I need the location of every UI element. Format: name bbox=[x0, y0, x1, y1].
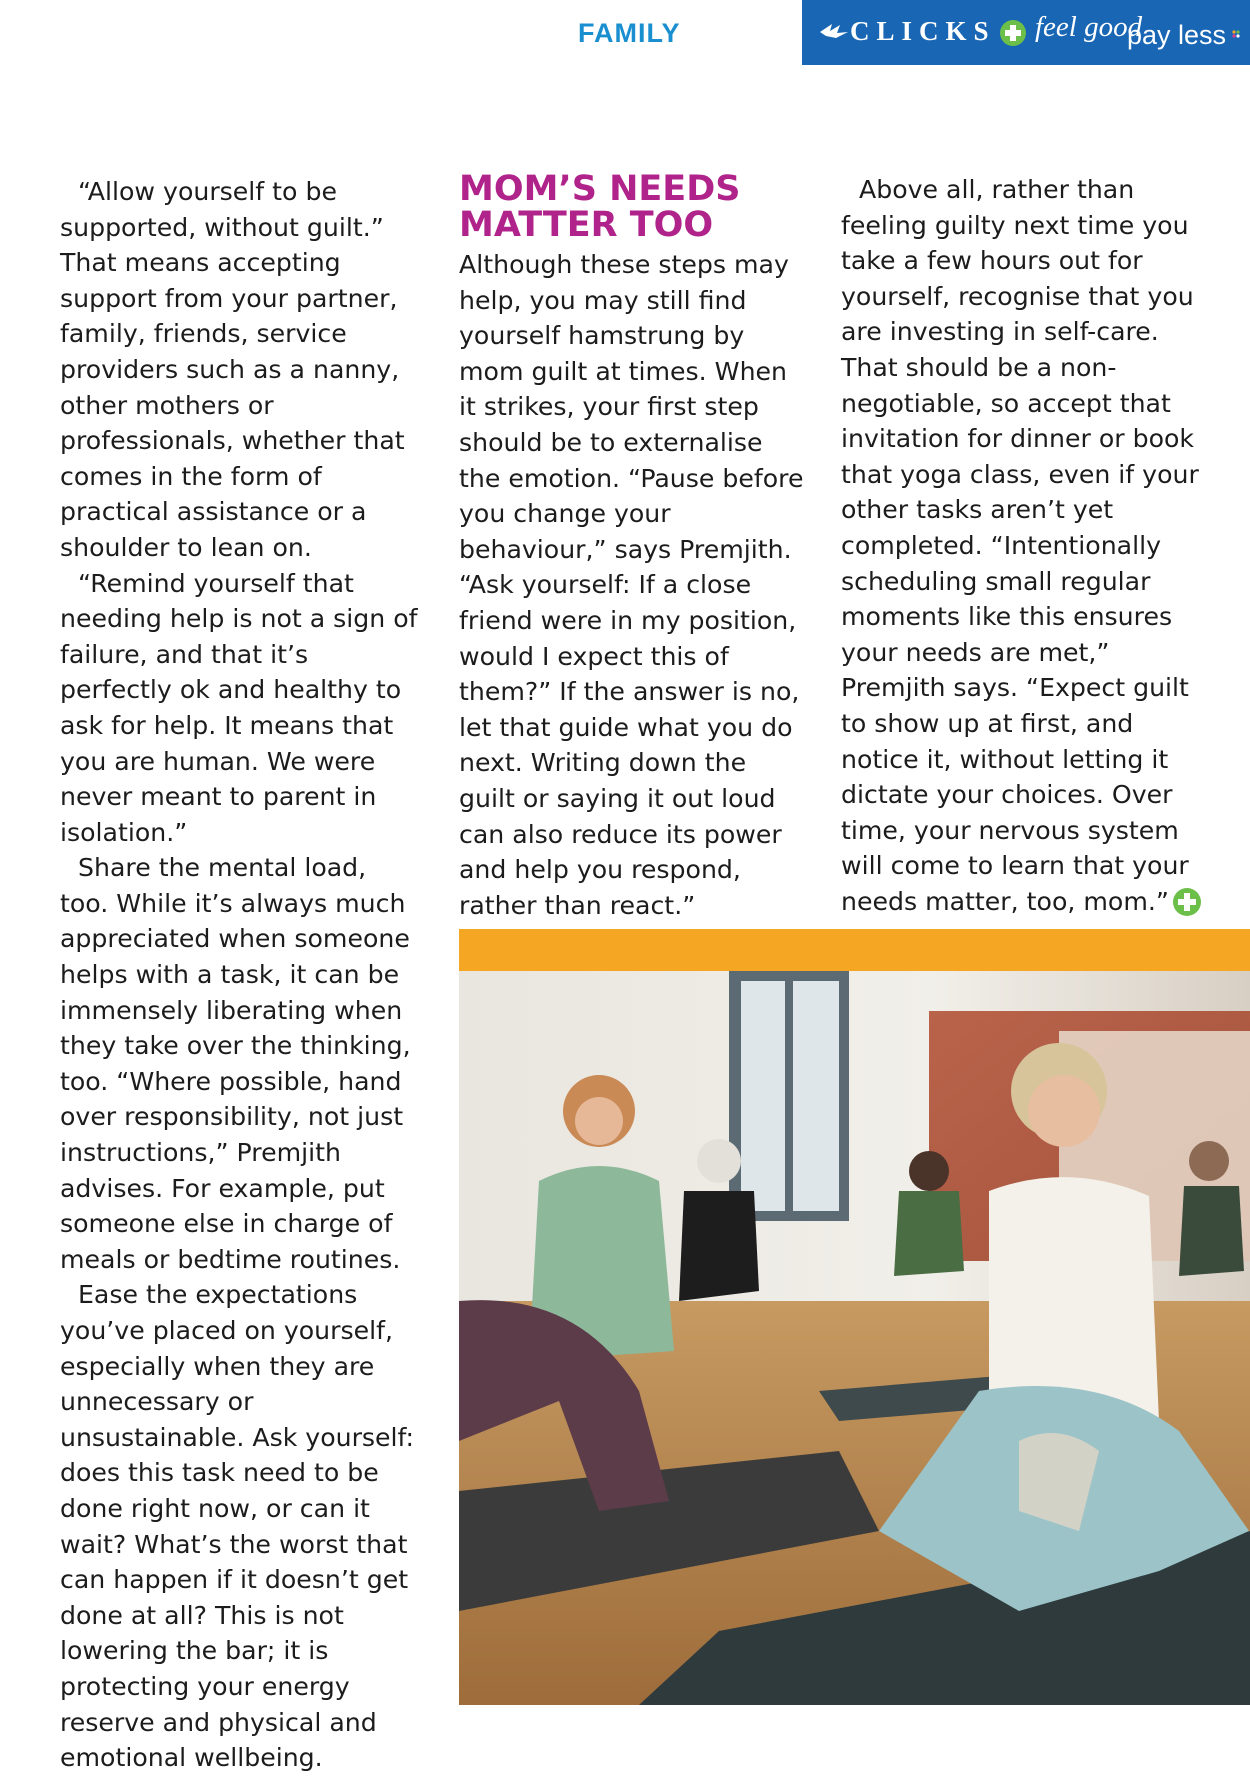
brand-script: feel good bbox=[1035, 11, 1143, 43]
paragraph: Although these steps may help, you may still find yourself hamstrung by mom guilt at times. When it strikes, your first step should be to externalise the emotion. “Pause before you change your behaviour,” says Premjith. “Ask yourself: If a close friend were in my position, would I expect this of them?” If the answer is no, let that guide what you do next. Writing down the guilt or saying it out loud can also reduce its power and help you respond, rather than react.” bbox=[459, 250, 804, 920]
yoga-class-photo bbox=[459, 971, 1250, 1705]
green-cross-icon bbox=[1173, 888, 1201, 916]
section-headline: MOM’S NEEDS MATTER TOO bbox=[459, 169, 741, 245]
brand-tagline: pay less bbox=[1127, 20, 1227, 50]
paragraph: “Remind yourself that needing help is not a sign of failure, and that it’s perfectly ok and healthy to ask for help. It means that you are human. We were never meant to parent in isolation.” bbox=[60, 568, 418, 847]
article-column-2 bbox=[459, 247, 804, 923]
paragraph: Ease the expectations you’ve placed on yourself, especially when they are unnecessary or unsustainable. Ask yourself: does this task need to be done right now, or can it wait? What’s the worst that can happen if it doesn’t get done at all? This is not lowering the bar; it is protecting your energy reserve and physical and emotional wellbeing. bbox=[60, 1280, 414, 1773]
paragraph: Share the mental load, too. While it’s always much appreciated when someone helps with a task, it can be immensely liberating when they take over the thinking, too. “Where possible, hand over responsibility, not just instructions,” Premjith advises. For example, put someone else in charge of meals or bedtime routines. bbox=[60, 853, 411, 1274]
clicks-bird-icon bbox=[820, 22, 848, 42]
brand-name: CLICKS bbox=[850, 16, 996, 46]
color-dots-icon bbox=[1232, 30, 1240, 38]
paragraph bbox=[841, 172, 1205, 919]
article-column-3 bbox=[841, 172, 1205, 919]
article-column-1 bbox=[60, 174, 420, 1776]
brand-logo-bar bbox=[802, 0, 1250, 65]
accent-bar bbox=[459, 929, 1250, 971]
green-cross-icon bbox=[1000, 20, 1026, 46]
paragraph: “Allow yourself to be supported, without guilt.” That means accepting support from your partner, family, friends, service providers such as a nanny, other mothers or professionals, whether that comes in the form of practical assistance or a shoulder to lean on. bbox=[60, 177, 405, 562]
paragraph-text: Above all, rather than feeling guilty next time you take a few hours out for yourself, recognise that you are investing in self-care. That should be a non-negotiable, so accept that invitation for dinner or book that yoga class, even if your other tasks aren’t yet completed. “Intentionally scheduling small regular moments like this ensures your needs are met,” Premjith says. “Expect guilt to show up at first, and notice it, without letting it dictate your choices. Over time, your nervous system will come to learn that your needs matter, too, mom.” bbox=[841, 175, 1199, 916]
section-label: FAMILY bbox=[578, 18, 681, 48]
